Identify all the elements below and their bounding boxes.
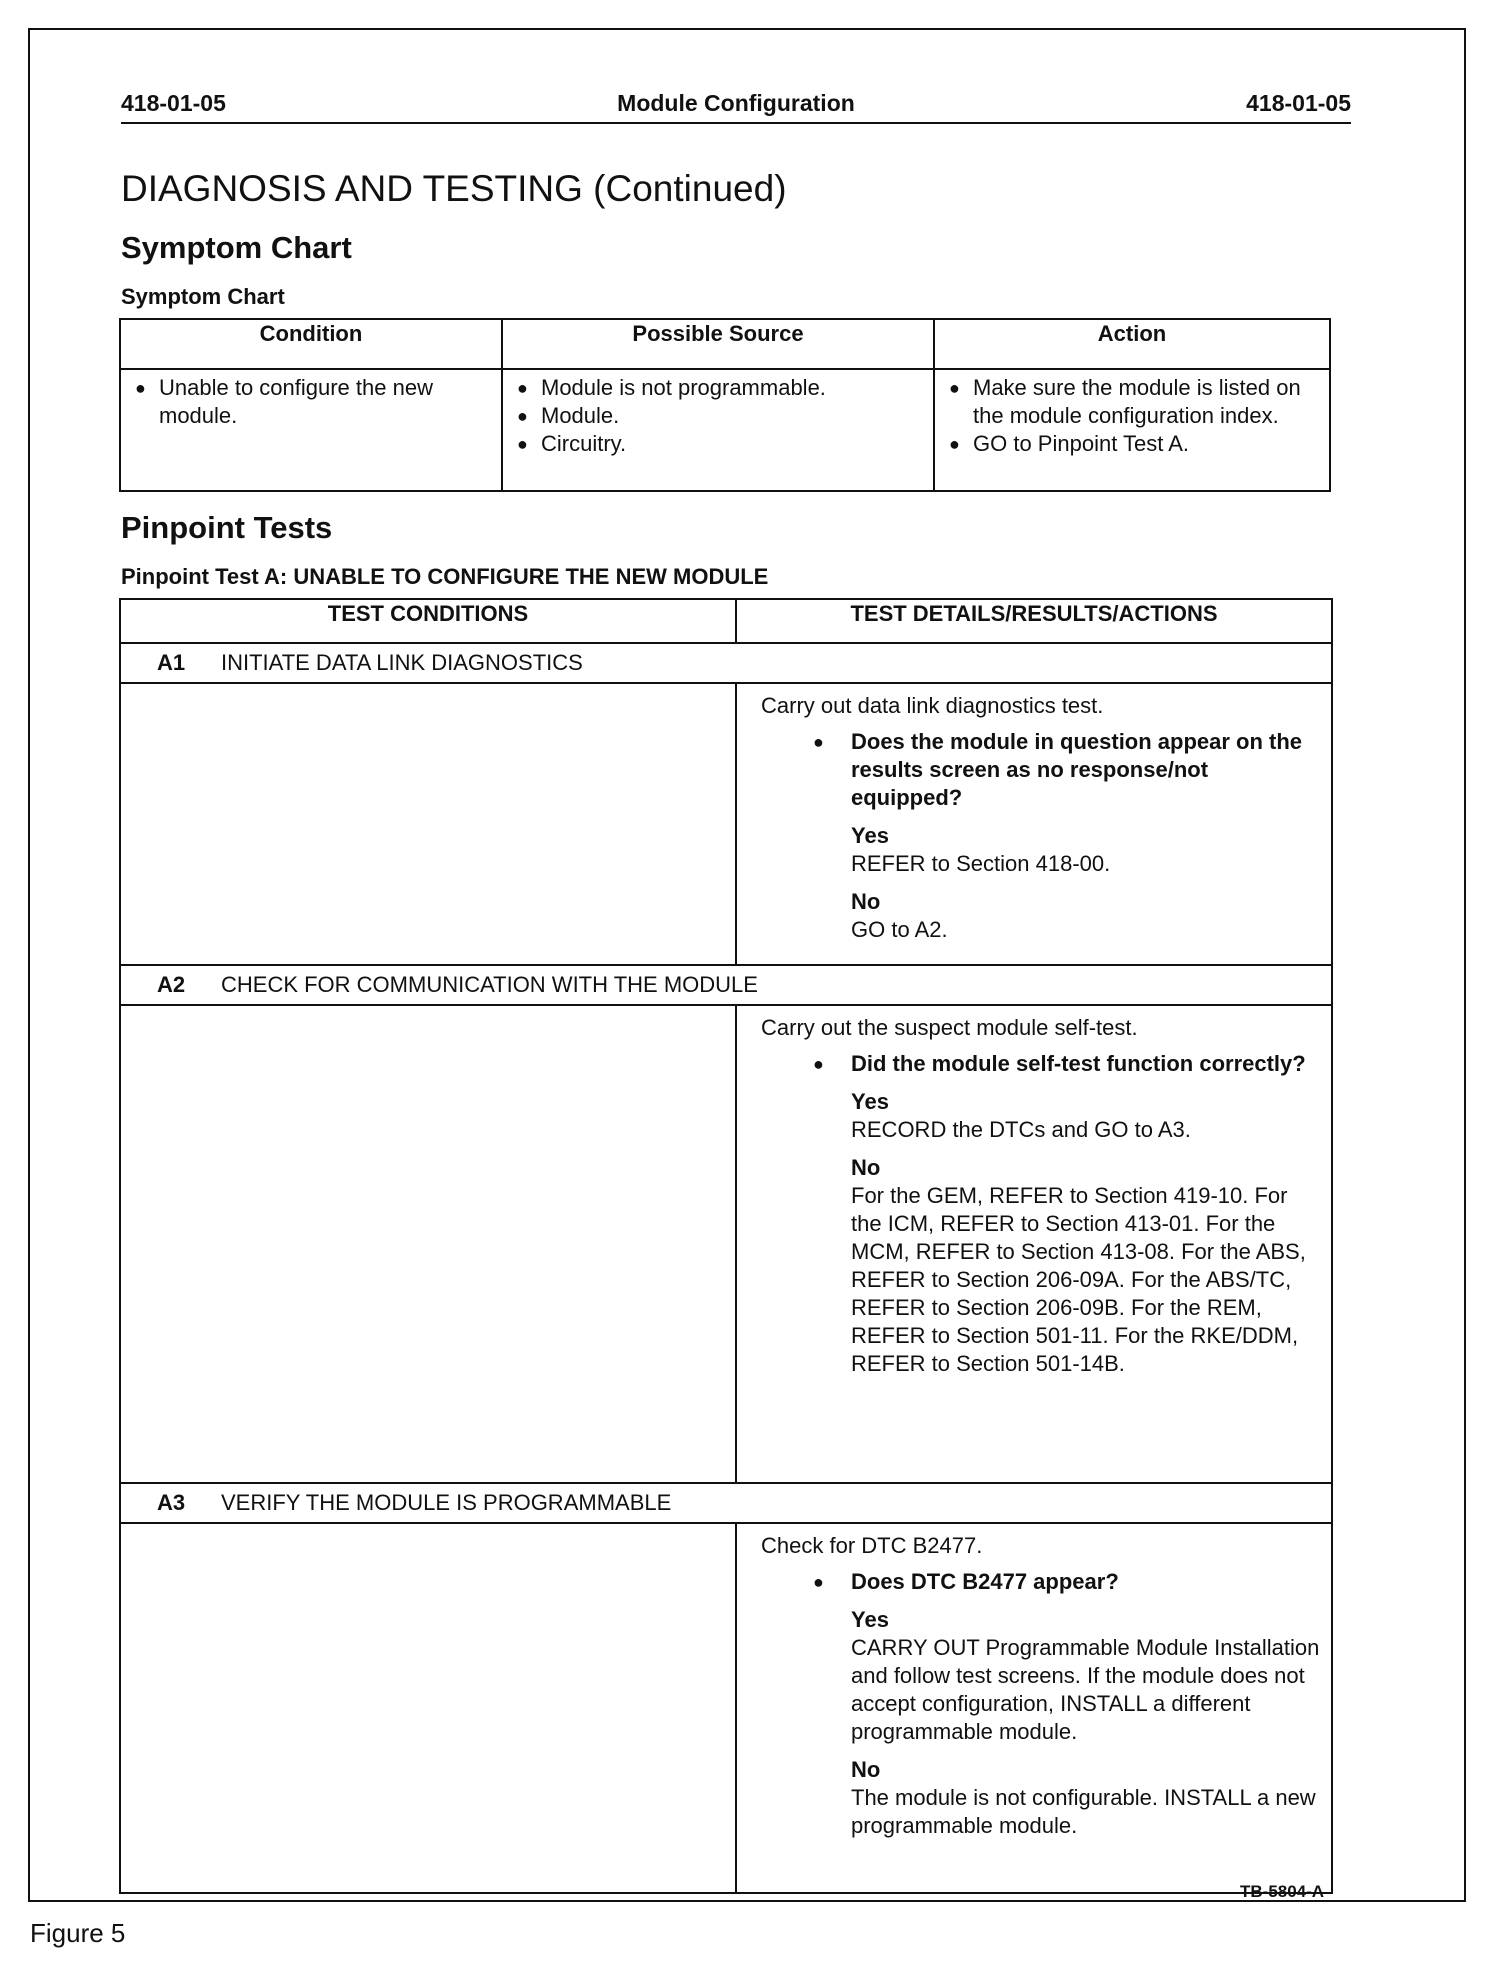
pinpoint-table xyxy=(119,598,1333,1894)
step-intro: Carry out the suspect module self-test. xyxy=(761,1015,1138,1040)
yes-text: REFER to Section 418-00. xyxy=(851,851,1111,876)
figure-code: TB-5804-A xyxy=(1240,1882,1325,1901)
step-header-a1 xyxy=(120,643,1332,683)
step-id: A1 xyxy=(157,650,186,675)
step-title: CHECK FOR COMMUNICATION WITH THE MODULE xyxy=(221,972,758,997)
step-conditions-a2 xyxy=(120,1005,736,1483)
source-item: ● Circuitry. xyxy=(511,430,925,458)
action-item: ● GO to Pinpoint Test A. xyxy=(943,430,1321,458)
no-label: No xyxy=(851,1757,881,1782)
col-action: Action xyxy=(934,319,1330,369)
source-cell xyxy=(502,369,934,491)
step-id: A2 xyxy=(157,972,186,997)
pinpoint-test-a-heading: Pinpoint Test A: UNABLE TO CONFIGURE THE NEW MODULE xyxy=(121,564,769,589)
step-details-a3 xyxy=(736,1523,1332,1893)
symptom-table xyxy=(119,318,1331,492)
header-title: Module Configuration xyxy=(617,90,855,116)
symptom-row xyxy=(120,369,1330,491)
step-header-a3 xyxy=(120,1483,1332,1523)
yes-text: CARRY OUT Programmable Module Installation and follow test screens. If the module does not accept configuration, INSTALL a different programmable module. xyxy=(851,1635,1320,1744)
no-label: No xyxy=(851,889,881,914)
symptom-chart-subheading: Symptom Chart xyxy=(121,284,285,309)
condition-item: ● Unable to configure the new module. xyxy=(129,374,493,430)
yes-text: RECORD the DTCs and GO to A3. xyxy=(851,1117,1191,1142)
no-text: GO to A2. xyxy=(851,917,948,942)
col-test-conditions: TEST CONDITIONS xyxy=(120,599,736,643)
step-question: ● Does DTC B2477 appear? xyxy=(761,1568,1321,1596)
symptom-chart-heading: Symptom Chart xyxy=(121,230,352,265)
yes-label: Yes xyxy=(851,1607,889,1632)
step-conditions-a1 xyxy=(120,683,736,965)
step-id: A3 xyxy=(157,1490,186,1515)
action-cell xyxy=(934,369,1330,491)
step-question: ● Does the module in question appear on the results screen as no response/not equipped? xyxy=(761,728,1321,812)
step-conditions-a3 xyxy=(120,1523,736,1893)
no-label: No xyxy=(851,1155,881,1180)
step-header-a2 xyxy=(120,965,1332,1005)
pinpoint-tests-heading: Pinpoint Tests xyxy=(121,510,333,545)
page-header xyxy=(121,86,1351,124)
step-question: ● Did the module self-test function correctly? xyxy=(761,1050,1321,1078)
col-test-details: TEST DETAILS/RESULTS/ACTIONS xyxy=(736,599,1332,643)
col-condition: Condition xyxy=(120,319,502,369)
section-title: DIAGNOSIS AND TESTING (Continued) xyxy=(121,168,787,209)
step-intro: Check for DTC B2477. xyxy=(761,1533,983,1558)
step-title: VERIFY THE MODULE IS PROGRAMMABLE xyxy=(221,1490,672,1515)
header-right-number: 418-01-05 xyxy=(1246,90,1351,116)
yes-label: Yes xyxy=(851,1089,889,1114)
yes-label: Yes xyxy=(851,823,889,848)
step-title: INITIATE DATA LINK DIAGNOSTICS xyxy=(221,650,583,675)
no-text: The module is not configurable. INSTALL a new programmable module. xyxy=(851,1785,1316,1838)
header-left-number: 418-01-05 xyxy=(121,90,226,116)
condition-cell xyxy=(120,369,502,491)
action-item: ● Make sure the module is listed on the module configuration index. xyxy=(943,374,1321,430)
source-item: ● Module. xyxy=(511,402,925,430)
figure-caption: Figure 5 xyxy=(30,1918,126,1948)
col-possible-source: Possible Source xyxy=(502,319,934,369)
step-intro: Carry out data link diagnostics test. xyxy=(761,693,1104,718)
step-details-a1 xyxy=(736,683,1332,965)
source-item: ● Module is not programmable. xyxy=(511,374,925,402)
step-details-a2 xyxy=(736,1005,1332,1483)
no-text: For the GEM, REFER to Section 419-10. For the ICM, REFER to Section 413-01. For the MCM, REFER to Section 413-08. For the ABS, REFER to Section 206-09A. For the ABS/TC, REFER to Section 206-09B. For the REM, REFER to Section 501-11. For the RKE/DDM, REFER to Section 501-14B. xyxy=(851,1183,1306,1376)
